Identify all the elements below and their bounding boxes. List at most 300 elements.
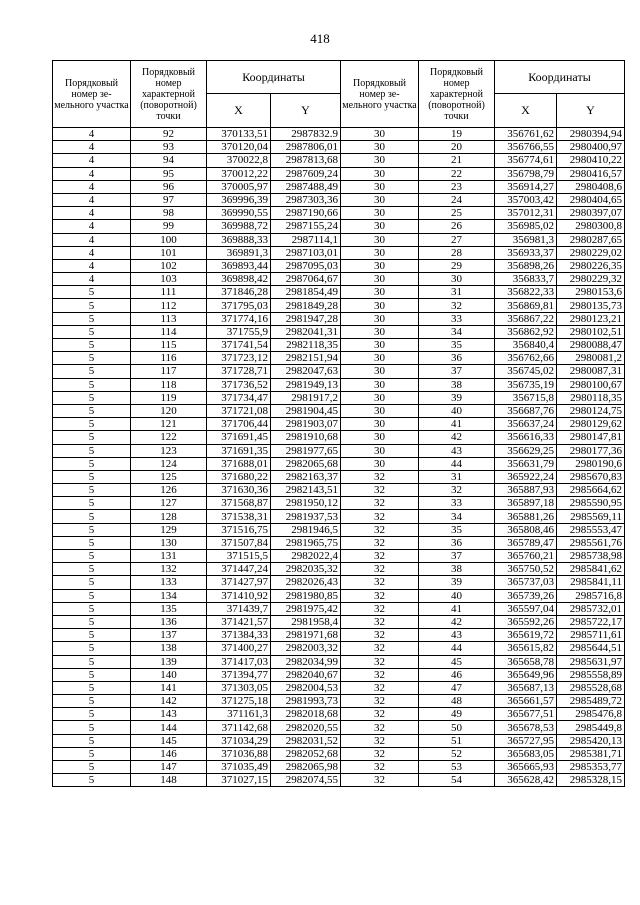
point-number-cell: 126 xyxy=(131,484,207,497)
plot-number-cell: 4 xyxy=(53,220,131,233)
plot-number-2-cell: 32 xyxy=(341,629,419,642)
x-coordinate-2-cell: 356862,92 xyxy=(495,325,557,338)
x-coordinate-cell: 371516,75 xyxy=(207,523,271,536)
y-coordinate-cell: 2987832.9 xyxy=(271,128,341,141)
y-coordinate-cell: 2981903,07 xyxy=(271,418,341,431)
x-coordinate-cell: 371035,49 xyxy=(207,761,271,774)
y-coordinate-cell: 2987155,24 xyxy=(271,220,341,233)
point-number-2-cell: 42 xyxy=(419,615,495,628)
y-coordinate-cell: 2982065,98 xyxy=(271,761,341,774)
y-coordinate-2-cell: 2980135,73 xyxy=(557,299,625,312)
point-number-cell: 128 xyxy=(131,510,207,523)
y-coordinate-2-cell: 2980102,51 xyxy=(557,325,625,338)
table-row xyxy=(53,536,625,549)
y-coordinate-cell: 2987064,67 xyxy=(271,273,341,286)
table-row xyxy=(53,708,625,721)
y-coordinate-cell: 2982065,68 xyxy=(271,457,341,470)
plot-number-cell: 5 xyxy=(53,470,131,483)
point-number-cell: 141 xyxy=(131,681,207,694)
x-coordinate-cell: 370133,51 xyxy=(207,128,271,141)
point-number-cell: 125 xyxy=(131,470,207,483)
plot-number-cell: 5 xyxy=(53,365,131,378)
plot-number-cell: 4 xyxy=(53,180,131,193)
y-coordinate-cell: 2982143,51 xyxy=(271,484,341,497)
x-coordinate-cell: 371410,92 xyxy=(207,589,271,602)
y-coordinate-cell: 2981946,5 xyxy=(271,523,341,536)
x-coordinate-2-cell: 365881,26 xyxy=(495,510,557,523)
point-number-cell: 111 xyxy=(131,286,207,299)
y-coordinate-2-cell: 2985738,98 xyxy=(557,550,625,563)
table-row xyxy=(53,339,625,352)
x-coordinate-cell: 371027,15 xyxy=(207,774,271,787)
x-header-2: X xyxy=(495,94,557,128)
point-number-cell: 98 xyxy=(131,207,207,220)
x-coordinate-2-cell: 356981,3 xyxy=(495,233,557,246)
y-coordinate-2-cell: 2980087,31 xyxy=(557,365,625,378)
x-coordinate-cell: 371630,36 xyxy=(207,484,271,497)
table-row xyxy=(53,391,625,404)
y-coordinate-2-cell: 2980226,35 xyxy=(557,259,625,272)
plot-number-2-cell: 32 xyxy=(341,708,419,721)
x-coordinate-cell: 371507,84 xyxy=(207,536,271,549)
point-number-2-cell: 43 xyxy=(419,444,495,457)
plot-number-2-cell: 30 xyxy=(341,404,419,417)
plot-number-cell: 4 xyxy=(53,246,131,259)
y-coordinate-cell: 2981958,4 xyxy=(271,615,341,628)
x-coordinate-2-cell: 356715,8 xyxy=(495,391,557,404)
table-row xyxy=(53,576,625,589)
x-coordinate-cell: 371688,01 xyxy=(207,457,271,470)
table-row xyxy=(53,378,625,391)
plot-number-2-cell: 32 xyxy=(341,668,419,681)
plot-number-cell: 5 xyxy=(53,747,131,760)
point-number-2-cell: 34 xyxy=(419,325,495,338)
x-coordinate-2-cell: 356766,55 xyxy=(495,141,557,154)
point-number-2-cell: 44 xyxy=(419,642,495,655)
point-number-2-cell: 37 xyxy=(419,365,495,378)
x-coordinate-2-cell: 356687,76 xyxy=(495,404,557,417)
plot-number-2-cell: 30 xyxy=(341,391,419,404)
x-coordinate-2-cell: 365750,52 xyxy=(495,563,557,576)
plot-number-cell: 5 xyxy=(53,497,131,510)
y-coordinate-cell: 2982040,67 xyxy=(271,668,341,681)
table-row xyxy=(53,589,625,602)
point-number-cell: 114 xyxy=(131,325,207,338)
y-coordinate-cell: 2981937,53 xyxy=(271,510,341,523)
y-coordinate-cell: 2987190,66 xyxy=(271,207,341,220)
plot-number-cell: 5 xyxy=(53,484,131,497)
y-coordinate-cell: 2981904,45 xyxy=(271,404,341,417)
point-number-cell: 117 xyxy=(131,365,207,378)
y-coordinate-cell: 2987813,68 xyxy=(271,154,341,167)
table-row xyxy=(53,774,625,787)
table-row xyxy=(53,457,625,470)
y-coordinate-cell: 2982163,37 xyxy=(271,470,341,483)
table-row xyxy=(53,747,625,760)
y-coordinate-cell: 2987806,01 xyxy=(271,141,341,154)
plot-number-2-cell: 30 xyxy=(341,233,419,246)
x-coordinate-cell: 369891,3 xyxy=(207,246,271,259)
y-coordinate-cell: 2987095,03 xyxy=(271,259,341,272)
x-coordinate-cell: 371538,31 xyxy=(207,510,271,523)
point-number-2-cell: 32 xyxy=(419,299,495,312)
y-coordinate-cell: 2981965,75 xyxy=(271,536,341,549)
plot-number-cell: 5 xyxy=(53,550,131,563)
y-coordinate-2-cell: 2985381,71 xyxy=(557,747,625,760)
point-number-cell: 102 xyxy=(131,259,207,272)
y-coordinate-cell: 2981950,12 xyxy=(271,497,341,510)
x-coordinate-cell: 371034,29 xyxy=(207,734,271,747)
plot-number-2-cell: 32 xyxy=(341,576,419,589)
x-coordinate-cell: 371447,24 xyxy=(207,563,271,576)
table-row xyxy=(53,655,625,668)
plot-number-2-cell: 30 xyxy=(341,444,419,457)
table-row xyxy=(53,681,625,694)
plot-number-cell: 5 xyxy=(53,352,131,365)
point-number-2-cell: 32 xyxy=(419,484,495,497)
point-number-cell: 142 xyxy=(131,695,207,708)
plot-number-2-cell: 32 xyxy=(341,563,419,576)
y-coordinate-2-cell: 2980153,6 xyxy=(557,286,625,299)
y-coordinate-cell: 2981971,68 xyxy=(271,629,341,642)
plot-number-2-cell: 32 xyxy=(341,734,419,747)
plot-number-cell: 5 xyxy=(53,536,131,549)
plot-number-cell: 5 xyxy=(53,523,131,536)
x-coordinate-2-cell: 365897,18 xyxy=(495,497,557,510)
table-row xyxy=(53,167,625,180)
x-coordinate-cell: 371417,03 xyxy=(207,655,271,668)
point-number-cell: 95 xyxy=(131,167,207,180)
x-coordinate-2-cell: 356914,27 xyxy=(495,180,557,193)
y-coordinate-2-cell: 2980118,35 xyxy=(557,391,625,404)
plot-number-cell: 5 xyxy=(53,708,131,721)
plot-number-header: Порядковый номер зе-мельного участка xyxy=(53,61,131,128)
plot-number-cell: 5 xyxy=(53,655,131,668)
plot-number-2-cell: 30 xyxy=(341,312,419,325)
plot-number-2-cell: 32 xyxy=(341,721,419,734)
point-number-cell: 99 xyxy=(131,220,207,233)
x-coordinate-cell: 371706,44 xyxy=(207,418,271,431)
y-coordinate-2-cell: 2985561,76 xyxy=(557,536,625,549)
y-coordinate-2-cell: 2985553,47 xyxy=(557,523,625,536)
plot-number-2-cell: 30 xyxy=(341,286,419,299)
y-coordinate-2-cell: 2985841,62 xyxy=(557,563,625,576)
x-coordinate-cell: 371394,77 xyxy=(207,668,271,681)
point-number-2-cell: 49 xyxy=(419,708,495,721)
x-coordinate-2-cell: 356867,22 xyxy=(495,312,557,325)
plot-number-cell: 5 xyxy=(53,312,131,325)
plot-number-2-cell: 30 xyxy=(341,418,419,431)
plot-number-cell: 4 xyxy=(53,259,131,272)
point-number-cell: 93 xyxy=(131,141,207,154)
plot-number-cell: 4 xyxy=(53,141,131,154)
point-number-2-cell: 47 xyxy=(419,681,495,694)
point-number-2-cell: 40 xyxy=(419,404,495,417)
table-row xyxy=(53,523,625,536)
table-row xyxy=(53,761,625,774)
plot-number-cell: 5 xyxy=(53,325,131,338)
page-number: 418 xyxy=(310,31,330,46)
point-number-2-cell: 54 xyxy=(419,774,495,787)
table-row xyxy=(53,352,625,365)
x-coordinate-2-cell: 365727,95 xyxy=(495,734,557,747)
table-row xyxy=(53,128,625,141)
point-number-cell: 124 xyxy=(131,457,207,470)
x-coordinate-2-cell: 365739,26 xyxy=(495,589,557,602)
plot-number-2-cell: 32 xyxy=(341,510,419,523)
table-row xyxy=(53,404,625,417)
point-number-2-cell: 28 xyxy=(419,246,495,259)
y-coordinate-cell: 2981947,28 xyxy=(271,312,341,325)
x-coordinate-cell: 371846,28 xyxy=(207,286,271,299)
plot-number-2-cell: 30 xyxy=(341,352,419,365)
point-number-cell: 129 xyxy=(131,523,207,536)
x-coordinate-2-cell: 365687,13 xyxy=(495,681,557,694)
y-coordinate-cell: 2982151,94 xyxy=(271,352,341,365)
x-coordinate-2-cell: 365665,93 xyxy=(495,761,557,774)
table-row xyxy=(53,154,625,167)
plot-number-cell: 5 xyxy=(53,615,131,628)
plot-number-cell: 5 xyxy=(53,681,131,694)
plot-number-cell: 5 xyxy=(53,734,131,747)
plot-number-2-cell: 30 xyxy=(341,128,419,141)
x-coordinate-cell: 371161,3 xyxy=(207,708,271,721)
y-coordinate-2-cell: 2980177,36 xyxy=(557,444,625,457)
y-coordinate-cell: 2981975,42 xyxy=(271,602,341,615)
table-row xyxy=(53,510,625,523)
point-number-2-cell: 50 xyxy=(419,721,495,734)
x-coordinate-2-cell: 365677,51 xyxy=(495,708,557,721)
x-coordinate-cell: 371755,9 xyxy=(207,325,271,338)
point-number-2-cell: 19 xyxy=(419,128,495,141)
table-row xyxy=(53,207,625,220)
x-coordinate-cell: 371691,35 xyxy=(207,444,271,457)
x-coordinate-2-cell: 356869,81 xyxy=(495,299,557,312)
x-coordinate-2-cell: 356745,02 xyxy=(495,365,557,378)
plot-number-cell: 5 xyxy=(53,404,131,417)
y-coordinate-cell: 2987609,24 xyxy=(271,167,341,180)
table-row xyxy=(53,695,625,708)
point-number-2-cell: 25 xyxy=(419,207,495,220)
x-coordinate-2-cell: 365887,93 xyxy=(495,484,557,497)
y-coordinate-cell: 2982004,53 xyxy=(271,681,341,694)
table-row xyxy=(53,668,625,681)
plot-number-cell: 5 xyxy=(53,642,131,655)
table-body xyxy=(53,128,625,787)
x-coordinate-cell: 371721,08 xyxy=(207,404,271,417)
point-number-cell: 143 xyxy=(131,708,207,721)
plot-number-cell: 5 xyxy=(53,761,131,774)
point-number-2-cell: 20 xyxy=(419,141,495,154)
y-coordinate-2-cell: 2980394,94 xyxy=(557,128,625,141)
plot-number-cell: 5 xyxy=(53,774,131,787)
x-coordinate-2-cell: 365661,57 xyxy=(495,695,557,708)
y-coordinate-cell: 2982052,68 xyxy=(271,747,341,760)
x-coordinate-2-cell: 365922,24 xyxy=(495,470,557,483)
y-coordinate-cell: 2981910,68 xyxy=(271,431,341,444)
y-coordinate-cell: 2982022,4 xyxy=(271,550,341,563)
point-number-cell: 112 xyxy=(131,299,207,312)
x-coordinate-2-cell: 356735,19 xyxy=(495,378,557,391)
y-coordinate-2-cell: 2980124,75 xyxy=(557,404,625,417)
y-coordinate-cell: 2982035,32 xyxy=(271,563,341,576)
plot-number-2-cell: 32 xyxy=(341,695,419,708)
table-row xyxy=(53,444,625,457)
y-coordinate-cell: 2987488,49 xyxy=(271,180,341,193)
y-coordinate-cell: 2982018,68 xyxy=(271,708,341,721)
x-coordinate-2-cell: 365619,72 xyxy=(495,629,557,642)
table-row xyxy=(53,299,625,312)
y-coordinate-cell: 2981949,13 xyxy=(271,378,341,391)
table-row xyxy=(53,141,625,154)
x-coordinate-cell: 370120,04 xyxy=(207,141,271,154)
x-coordinate-cell: 371728,71 xyxy=(207,365,271,378)
y-coordinate-2-cell: 2985353,77 xyxy=(557,761,625,774)
plot-number-2-cell: 30 xyxy=(341,378,419,391)
y-coordinate-2-cell: 2985716,8 xyxy=(557,589,625,602)
point-number-header-2: Порядковый номер характерной (поворотной) точки xyxy=(419,61,495,128)
y-coordinate-2-cell: 2980229,02 xyxy=(557,246,625,259)
x-coordinate-cell: 370022,8 xyxy=(207,154,271,167)
table-row xyxy=(53,497,625,510)
plot-number-2-cell: 32 xyxy=(341,589,419,602)
plot-number-2-cell: 30 xyxy=(341,246,419,259)
point-number-2-cell: 44 xyxy=(419,457,495,470)
x-coordinate-2-cell: 365658,78 xyxy=(495,655,557,668)
x-coordinate-cell: 371421,57 xyxy=(207,615,271,628)
point-number-cell: 121 xyxy=(131,418,207,431)
table-row xyxy=(53,550,625,563)
y-coordinate-cell: 2982031,52 xyxy=(271,734,341,747)
x-coordinate-2-cell: 356637,24 xyxy=(495,418,557,431)
plot-number-2-cell: 32 xyxy=(341,470,419,483)
plot-number-2-cell: 30 xyxy=(341,207,419,220)
y-coordinate-cell: 2987103,01 xyxy=(271,246,341,259)
x-coordinate-2-cell: 365683,05 xyxy=(495,747,557,760)
x-coordinate-cell: 370012,22 xyxy=(207,167,271,180)
x-coordinate-cell: 371795,03 xyxy=(207,299,271,312)
point-number-2-cell: 41 xyxy=(419,602,495,615)
point-number-cell: 137 xyxy=(131,629,207,642)
plot-number-2-cell: 30 xyxy=(341,154,419,167)
plot-number-cell: 4 xyxy=(53,154,131,167)
plot-number-cell: 5 xyxy=(53,339,131,352)
plot-number-cell: 5 xyxy=(53,668,131,681)
point-number-2-cell: 30 xyxy=(419,273,495,286)
y-coordinate-2-cell: 2980147,81 xyxy=(557,431,625,444)
table-row xyxy=(53,602,625,615)
y-coordinate-2-cell: 2985732,01 xyxy=(557,602,625,615)
point-number-2-cell: 24 xyxy=(419,193,495,206)
point-number-2-cell: 46 xyxy=(419,668,495,681)
y-coordinate-2-cell: 2985644,51 xyxy=(557,642,625,655)
table-row xyxy=(53,721,625,734)
y-coordinate-2-cell: 2985841,11 xyxy=(557,576,625,589)
y-coordinate-2-cell: 2980416,57 xyxy=(557,167,625,180)
x-coordinate-cell: 371036,88 xyxy=(207,747,271,760)
point-number-cell: 138 xyxy=(131,642,207,655)
y-coordinate-2-cell: 2980397,07 xyxy=(557,207,625,220)
table-row xyxy=(53,470,625,483)
y-coordinate-cell: 2987114,1 xyxy=(271,233,341,246)
coordinates-table xyxy=(52,60,625,787)
y-coordinate-2-cell: 2985664,62 xyxy=(557,484,625,497)
point-number-2-cell: 42 xyxy=(419,431,495,444)
x-coordinate-cell: 371723,12 xyxy=(207,352,271,365)
x-coordinate-2-cell: 365615,82 xyxy=(495,642,557,655)
y-coordinate-2-cell: 2980129,62 xyxy=(557,418,625,431)
y-coordinate-cell: 2987303,36 xyxy=(271,193,341,206)
plot-number-2-cell: 30 xyxy=(341,431,419,444)
point-number-2-cell: 22 xyxy=(419,167,495,180)
point-number-2-cell: 40 xyxy=(419,589,495,602)
plot-number-cell: 5 xyxy=(53,431,131,444)
plot-number-cell: 4 xyxy=(53,128,131,141)
point-number-2-cell: 48 xyxy=(419,695,495,708)
point-number-2-cell: 53 xyxy=(419,761,495,774)
point-number-2-cell: 21 xyxy=(419,154,495,167)
y-coordinate-cell: 2981854,49 xyxy=(271,286,341,299)
y-header-2: Y xyxy=(557,94,625,128)
y-coordinate-2-cell: 2980400,97 xyxy=(557,141,625,154)
plot-number-2-cell: 30 xyxy=(341,259,419,272)
plot-number-2-cell: 30 xyxy=(341,457,419,470)
plot-number-header-2: Порядковый номер зе-мельного участка xyxy=(341,61,419,128)
plot-number-2-cell: 30 xyxy=(341,180,419,193)
point-number-cell: 115 xyxy=(131,339,207,352)
y-coordinate-cell: 2982074,55 xyxy=(271,774,341,787)
y-coordinate-2-cell: 2980229,32 xyxy=(557,273,625,286)
point-number-2-cell: 51 xyxy=(419,734,495,747)
y-coordinate-cell: 2982020,55 xyxy=(271,721,341,734)
plot-number-cell: 5 xyxy=(53,602,131,615)
point-number-cell: 146 xyxy=(131,747,207,760)
point-number-2-cell: 29 xyxy=(419,259,495,272)
plot-number-cell: 5 xyxy=(53,418,131,431)
point-number-2-cell: 41 xyxy=(419,418,495,431)
plot-number-cell: 5 xyxy=(53,563,131,576)
plot-number-cell: 4 xyxy=(53,273,131,286)
y-coordinate-cell: 2982118,35 xyxy=(271,339,341,352)
point-number-cell: 101 xyxy=(131,246,207,259)
x-coordinate-2-cell: 356898,26 xyxy=(495,259,557,272)
plot-number-2-cell: 30 xyxy=(341,273,419,286)
x-coordinate-cell: 371142,68 xyxy=(207,721,271,734)
plot-number-cell: 5 xyxy=(53,721,131,734)
point-number-cell: 130 xyxy=(131,536,207,549)
point-number-cell: 147 xyxy=(131,761,207,774)
point-number-2-cell: 39 xyxy=(419,576,495,589)
plot-number-2-cell: 32 xyxy=(341,550,419,563)
plot-number-cell: 4 xyxy=(53,193,131,206)
table-row xyxy=(53,259,625,272)
plot-number-2-cell: 32 xyxy=(341,523,419,536)
plot-number-2-cell: 32 xyxy=(341,642,419,655)
table-row xyxy=(53,431,625,444)
x-coordinate-2-cell: 357012,31 xyxy=(495,207,557,220)
plot-number-cell: 5 xyxy=(53,286,131,299)
point-number-cell: 116 xyxy=(131,352,207,365)
point-number-cell: 92 xyxy=(131,128,207,141)
x-coordinate-2-cell: 356840,4 xyxy=(495,339,557,352)
x-coordinate-cell: 369888,33 xyxy=(207,233,271,246)
x-coordinate-cell: 371427,97 xyxy=(207,576,271,589)
y-coordinate-2-cell: 2980088,47 xyxy=(557,339,625,352)
point-number-2-cell: 36 xyxy=(419,352,495,365)
point-number-cell: 100 xyxy=(131,233,207,246)
y-coordinate-2-cell: 2985569,11 xyxy=(557,510,625,523)
plot-number-2-cell: 30 xyxy=(341,167,419,180)
